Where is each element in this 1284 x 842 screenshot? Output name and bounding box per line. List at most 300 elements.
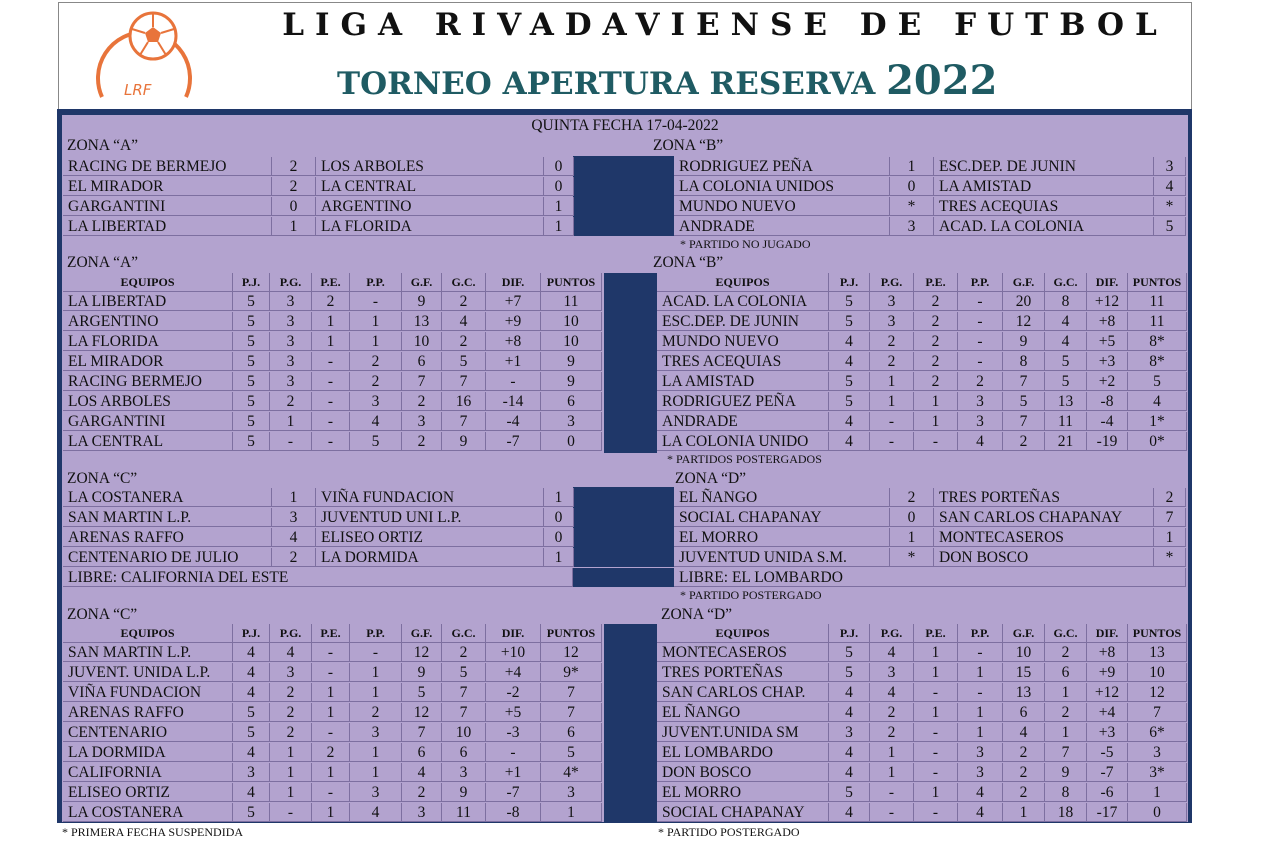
col-header: PUNTOS — [541, 624, 602, 643]
cell-value: 2 — [402, 392, 442, 411]
cell-value: 4 — [829, 332, 870, 351]
cell-value: 2 — [914, 332, 958, 351]
cell-value: 7 — [541, 683, 602, 702]
cell-value: 0 — [1128, 803, 1187, 822]
team-name: LA LIBERTAD — [63, 292, 233, 311]
col-header: EQUIPOS — [657, 624, 829, 643]
cell-value: 5 — [1154, 217, 1186, 236]
cell-value: 3 — [350, 392, 402, 411]
cell-value: 3 — [890, 217, 934, 236]
cell-value: 6 — [541, 392, 602, 411]
col-header: P.G. — [870, 273, 914, 292]
cell-value: 4 — [350, 412, 402, 431]
team-name: RACING DE BERMEJO — [63, 157, 272, 176]
cell-value: -3 — [486, 723, 541, 742]
cell-value: TRES ACEQUIAS — [934, 197, 1154, 216]
cell-value: 12 — [541, 643, 602, 662]
cell-value: - — [312, 643, 350, 662]
cell-value: 9 — [402, 292, 442, 311]
cell-value: TRES PORTEÑAS — [934, 488, 1154, 507]
cell-value: 5 — [1045, 352, 1087, 371]
cell-value: 5 — [1128, 372, 1187, 391]
cell-value: 1 — [870, 372, 914, 391]
cell-value: 1 — [312, 803, 350, 822]
cell-value: +9 — [486, 312, 541, 331]
team-name: LA CENTRAL — [63, 432, 233, 451]
cell-value: 2 — [1045, 703, 1087, 722]
team-name: ELISEO ORTIZ — [63, 783, 233, 802]
cell-value: -4 — [1087, 412, 1128, 431]
cell-value: MONTECASEROS — [934, 528, 1154, 547]
standings-row-d — [0, 783, 1284, 802]
team-name: JUVENT.UNIDA SM — [657, 723, 829, 742]
cell-value: 1 — [890, 528, 934, 547]
cell-value: 1 — [914, 392, 958, 411]
team-name: EL MIRADOR — [63, 177, 272, 196]
cell-value: +8 — [486, 332, 541, 351]
match-row-b — [0, 197, 1284, 216]
cell-value: 1 — [1045, 683, 1087, 702]
cell-value: 13 — [1128, 643, 1187, 662]
cell-value: 6 — [402, 743, 442, 762]
team-name: EL MORRO — [674, 528, 890, 547]
cell-value: 4 — [958, 783, 1003, 802]
cell-value: +5 — [1087, 332, 1128, 351]
note-postergados: * PARTIDOS POSTERGADOS — [667, 452, 822, 466]
cell-value: 5 — [442, 663, 486, 682]
col-header: P.J. — [233, 624, 270, 643]
cell-value: 1 — [870, 743, 914, 762]
cell-value: 1 — [350, 743, 402, 762]
cell-value: 4 — [350, 803, 402, 822]
cell-value: LA AMISTAD — [934, 177, 1154, 196]
cell-value: 3 — [233, 763, 270, 782]
cell-value: 1 — [350, 312, 402, 331]
cell-value: 5 — [233, 392, 270, 411]
cell-value: -8 — [486, 803, 541, 822]
cell-value: 4 — [1128, 392, 1187, 411]
cell-value: -19 — [1087, 432, 1128, 451]
league-title: LIGA RIVADAVIENSE DE FUTBOL — [282, 7, 1168, 43]
cell-value: * — [890, 197, 934, 216]
col-header: P.P. — [958, 624, 1003, 643]
cell-value: 4 — [870, 683, 914, 702]
cell-value: 7 — [1003, 412, 1045, 431]
cell-value: - — [312, 663, 350, 682]
cell-value: 1 — [914, 643, 958, 662]
col-header: PUNTOS — [541, 273, 602, 292]
team-name: GARGANTINI — [63, 412, 233, 431]
cell-value: - — [350, 643, 402, 662]
cell-value: - — [958, 312, 1003, 331]
cell-value: 1 — [1128, 783, 1187, 802]
team-name: LA FLORIDA — [63, 332, 233, 351]
cell-value: 12 — [402, 643, 442, 662]
zona-c-standings-label: ZONA “C” — [67, 606, 138, 623]
cell-value: -8 — [1087, 392, 1128, 411]
zona-a-label: ZONA “A” — [67, 137, 139, 154]
cell-value: 4 — [272, 528, 316, 547]
cell-value: 2 — [442, 292, 486, 311]
cell-value: 1 — [544, 217, 574, 236]
cell-value: - — [914, 723, 958, 742]
cell-value: - — [958, 683, 1003, 702]
standings-row-d — [0, 703, 1284, 722]
cell-value: - — [870, 803, 914, 822]
cell-value: -7 — [486, 783, 541, 802]
cell-value: 9 — [442, 783, 486, 802]
team-name: CENTENARIO — [63, 723, 233, 742]
cell-value: 3 — [270, 292, 312, 311]
cell-value: 3 — [958, 412, 1003, 431]
cell-value: 1 — [350, 763, 402, 782]
team-name: LA COLONIA UNIDOS — [674, 177, 890, 196]
cell-value: DON BOSCO — [934, 548, 1154, 567]
cell-value: 3 — [270, 312, 312, 331]
cell-value: 4 — [442, 312, 486, 331]
cell-value: -5 — [1087, 743, 1128, 762]
cell-value: 5 — [233, 292, 270, 311]
cell-value: * — [1154, 548, 1186, 567]
cell-value: 8* — [1128, 352, 1187, 371]
standings-row-d — [0, 803, 1284, 822]
cell-value: 4 — [829, 412, 870, 431]
team-name: SOCIAL CHAPANAY — [657, 803, 829, 822]
zona-a-standings-label: ZONA “A” — [67, 254, 139, 271]
team-name: VIÑA FUNDACION — [63, 683, 233, 702]
cell-value: 10 — [402, 332, 442, 351]
team-name: LA DORMIDA — [63, 743, 233, 762]
cell-value: 1 — [541, 803, 602, 822]
cell-value: 5 — [829, 643, 870, 662]
col-header: G.C. — [1045, 273, 1087, 292]
team-name: EL MORRO — [657, 783, 829, 802]
cell-value: JUVENTUD UNI L.P. — [316, 508, 544, 527]
cell-value: - — [958, 332, 1003, 351]
cell-value: 3 — [870, 292, 914, 311]
cell-value: +1 — [486, 352, 541, 371]
team-name: ARENAS RAFFO — [63, 703, 233, 722]
cell-value: 6 — [1045, 663, 1087, 682]
cell-value: 0 — [544, 177, 574, 196]
cell-value: 2 — [1003, 783, 1045, 802]
cell-value: 4 — [1003, 723, 1045, 742]
cell-value: 3 — [541, 412, 602, 431]
cell-value: - — [312, 432, 350, 451]
note-no-jugado: * PARTIDO NO JUGADO — [680, 237, 811, 251]
standings-row-d — [0, 683, 1284, 702]
cell-value: - — [270, 803, 312, 822]
cell-value: 6 — [402, 352, 442, 371]
col-header: DIF. — [486, 624, 541, 643]
team-name: JUVENT. UNIDA L.P. — [63, 663, 233, 682]
cell-value: 5 — [233, 312, 270, 331]
cell-value: 1 — [350, 663, 402, 682]
col-header: P.P. — [350, 273, 402, 292]
cell-value: 5 — [829, 372, 870, 391]
cell-value: 1 — [914, 412, 958, 431]
cell-value: 2 — [870, 332, 914, 351]
cell-value: - — [350, 292, 402, 311]
cell-value: +8 — [1087, 643, 1128, 662]
cell-value: 4 — [829, 683, 870, 702]
cell-value: - — [914, 803, 958, 822]
cell-value: 11 — [1128, 312, 1187, 331]
col-header: PUNTOS — [1128, 624, 1187, 643]
cell-value: 2 — [442, 643, 486, 662]
cell-value: 0* — [1128, 432, 1187, 451]
cell-value: 3 — [958, 392, 1003, 411]
cell-value: 1 — [1045, 723, 1087, 742]
cell-value: -2 — [486, 683, 541, 702]
col-header: G.C. — [1045, 624, 1087, 643]
cell-value: 7 — [442, 372, 486, 391]
cell-value: 3 — [1128, 743, 1187, 762]
cell-value: 2 — [350, 372, 402, 391]
cell-value: +9 — [1087, 663, 1128, 682]
cell-value: LA DORMIDA — [316, 548, 544, 567]
cell-value: - — [312, 392, 350, 411]
team-name: TRES ACEQUIAS — [657, 352, 829, 371]
standings-row-d — [0, 663, 1284, 682]
col-header: P.E. — [914, 273, 958, 292]
cell-value: 2 — [870, 352, 914, 371]
match-row-b — [0, 157, 1284, 176]
col-header: EQUIPOS — [63, 624, 233, 643]
team-name: MUNDO NUEVO — [657, 332, 829, 351]
cell-value: 3 — [270, 332, 312, 351]
cell-value: - — [312, 723, 350, 742]
cell-value: 3 — [541, 783, 602, 802]
standings-row-b — [0, 412, 1284, 431]
cell-value: +4 — [1087, 703, 1128, 722]
cell-value: 3 — [402, 803, 442, 822]
team-name: JUVENTUD UNIDA S.M. — [674, 548, 890, 567]
cell-value: 7 — [442, 683, 486, 702]
cell-value: 1 — [272, 488, 316, 507]
cell-value: 7 — [541, 703, 602, 722]
team-name: RODRIGUEZ PEÑA — [674, 157, 890, 176]
cell-value: 4 — [829, 743, 870, 762]
match-row-d — [0, 508, 1284, 527]
svg-text:LRF: LRF — [124, 81, 152, 99]
cell-value: 1 — [312, 332, 350, 351]
cell-value: 5 — [350, 432, 402, 451]
cell-value: - — [958, 292, 1003, 311]
cell-value: 1 — [914, 783, 958, 802]
note-postergado: * PARTIDO POSTERGADO — [680, 588, 822, 602]
cell-value: ESC.DEP. DE JUNIN — [934, 157, 1154, 176]
cell-value: 1 — [1154, 528, 1186, 547]
standings-row-b — [0, 392, 1284, 411]
cell-value: 5 — [233, 412, 270, 431]
cell-value: 4 — [233, 683, 270, 702]
cell-value: 2 — [270, 703, 312, 722]
col-header: EQUIPOS — [63, 273, 233, 292]
cell-value: 1 — [890, 157, 934, 176]
cell-value: 2 — [272, 177, 316, 196]
cell-value: 9 — [402, 663, 442, 682]
cell-value: 3 — [402, 412, 442, 431]
cell-value: 3 — [870, 663, 914, 682]
cell-value: 4 — [233, 663, 270, 682]
libre-c: LIBRE: CALIFORNIA DEL ESTE — [63, 568, 573, 587]
cell-value: - — [958, 352, 1003, 371]
cell-value: VIÑA FUNDACION — [316, 488, 544, 507]
cell-value: 10 — [541, 332, 602, 351]
cell-value: 2 — [890, 488, 934, 507]
team-name: MONTECASEROS — [657, 643, 829, 662]
team-name: LOS ARBOLES — [63, 392, 233, 411]
cell-value: 2 — [402, 783, 442, 802]
cell-value: 2 — [914, 372, 958, 391]
cell-value: 20 — [1003, 292, 1045, 311]
col-header: P.P. — [958, 273, 1003, 292]
cell-value: 2 — [1003, 763, 1045, 782]
cell-value: 1 — [544, 197, 574, 216]
cell-value: 10 — [442, 723, 486, 742]
cell-value: 1 — [350, 683, 402, 702]
cell-value: 2 — [270, 723, 312, 742]
standings-row-b — [0, 312, 1284, 331]
col-header: P.E. — [914, 624, 958, 643]
col-header: P.J. — [233, 273, 270, 292]
match-row-d — [0, 548, 1284, 567]
match-row-d — [0, 488, 1284, 507]
cell-value: 2 — [312, 292, 350, 311]
cell-value: -14 — [486, 392, 541, 411]
cell-value: - — [486, 743, 541, 762]
cell-value: 1 — [544, 488, 574, 507]
cell-value: 5 — [233, 332, 270, 351]
lrf-logo — [94, 3, 194, 103]
col-header: G.C. — [442, 273, 486, 292]
cell-value: - — [312, 783, 350, 802]
cell-value: 2 — [1003, 743, 1045, 762]
cell-value: 3 — [350, 723, 402, 742]
cell-value: 8 — [1003, 352, 1045, 371]
team-name: RACING BERMEJO — [63, 372, 233, 391]
cell-value: 3 — [1154, 157, 1186, 176]
cell-value: 5 — [829, 292, 870, 311]
cell-value: 1 — [914, 663, 958, 682]
cell-value: 2 — [350, 703, 402, 722]
navy-divider — [573, 568, 674, 587]
cell-value: 1 — [350, 332, 402, 351]
cell-value: 9* — [541, 663, 602, 682]
team-name: DON BOSCO — [657, 763, 829, 782]
cell-value: 0 — [890, 508, 934, 527]
cell-value: 7 — [1128, 703, 1187, 722]
team-name: ANDRADE — [657, 412, 829, 431]
cell-value: 4* — [541, 763, 602, 782]
cell-value: +3 — [1087, 352, 1128, 371]
cell-value: 21 — [1045, 432, 1087, 451]
cell-value: 4 — [829, 703, 870, 722]
cell-value: 2 — [272, 157, 316, 176]
cell-value: 0 — [272, 197, 316, 216]
standings-row-b — [0, 292, 1284, 311]
col-header: P.G. — [270, 273, 312, 292]
cell-value: 5 — [442, 352, 486, 371]
cell-value: 6* — [1128, 723, 1187, 742]
cell-value: 12 — [1128, 683, 1187, 702]
cell-value: 4 — [958, 432, 1003, 451]
cell-value: +1 — [486, 763, 541, 782]
cell-value: 4 — [829, 763, 870, 782]
cell-value: +12 — [1087, 292, 1128, 311]
team-name: EL ÑANGO — [657, 703, 829, 722]
cell-value: 5 — [233, 352, 270, 371]
cell-value: +2 — [1087, 372, 1128, 391]
cell-value: +4 — [486, 663, 541, 682]
cell-value: 4 — [829, 432, 870, 451]
cell-value: 8* — [1128, 332, 1187, 351]
team-name: SAN MARTIN L.P. — [63, 643, 233, 662]
cell-value: 1 — [312, 683, 350, 702]
cell-value: * — [1154, 197, 1186, 216]
cell-value: 4 — [233, 743, 270, 762]
cell-value: 5 — [402, 683, 442, 702]
team-name: LA COSTANERA — [63, 488, 272, 507]
cell-value: 7 — [1045, 743, 1087, 762]
cell-value: 7 — [442, 412, 486, 431]
col-header: G.C. — [442, 624, 486, 643]
cell-value: 1 — [312, 763, 350, 782]
cell-value: 8 — [1045, 292, 1087, 311]
standings-row-b — [0, 432, 1284, 451]
standings-row-b — [0, 352, 1284, 371]
cell-value: - — [870, 783, 914, 802]
cell-value: 2 — [270, 683, 312, 702]
cell-value: 2 — [270, 392, 312, 411]
cell-value: 4 — [1154, 177, 1186, 196]
cell-value: 2 — [1045, 643, 1087, 662]
cell-value: 4 — [1045, 332, 1087, 351]
cell-value: 12 — [402, 703, 442, 722]
cell-value: 3 — [350, 783, 402, 802]
team-name: ANDRADE — [674, 217, 890, 236]
cell-value: 0 — [890, 177, 934, 196]
team-name: ESC.DEP. DE JUNIN — [657, 312, 829, 331]
cell-value: 4 — [829, 352, 870, 371]
cell-value: 5 — [829, 392, 870, 411]
cell-value: 0 — [544, 528, 574, 547]
cell-value: 1 — [958, 663, 1003, 682]
standings-row-b — [0, 372, 1284, 391]
cell-value: 4 — [233, 643, 270, 662]
cell-value: 4 — [829, 803, 870, 822]
cell-value: 18 — [1045, 803, 1087, 822]
cell-value: 2 — [870, 703, 914, 722]
cell-value: 5 — [233, 432, 270, 451]
cell-value: 1 — [958, 723, 1003, 742]
cell-value: 9 — [541, 352, 602, 371]
col-header: G.F. — [402, 624, 442, 643]
cell-value: 9 — [541, 372, 602, 391]
cell-value: 3 — [829, 723, 870, 742]
cell-value: 2 — [402, 432, 442, 451]
cell-value: 7 — [442, 703, 486, 722]
team-name: CENTENARIO DE JULIO — [63, 548, 272, 567]
team-name: EL ÑANGO — [674, 488, 890, 507]
cell-value: - — [870, 412, 914, 431]
cell-value: 1* — [1128, 412, 1187, 431]
cell-value: -4 — [486, 412, 541, 431]
cell-value: 13 — [1045, 392, 1087, 411]
header — [58, 2, 1192, 109]
cell-value: 2 — [914, 292, 958, 311]
